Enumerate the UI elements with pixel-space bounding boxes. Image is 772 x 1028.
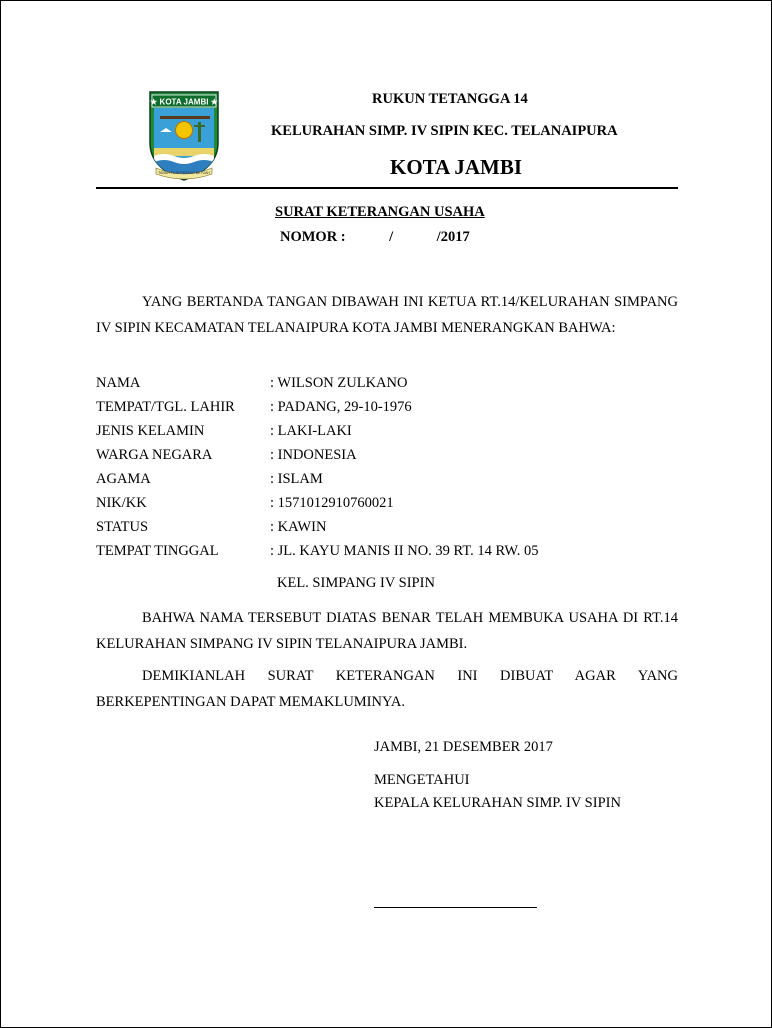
document-title: SURAT KETERANGAN USAHA [275,204,485,220]
field-value: : PADANG, 29-10-1976 [270,399,412,415]
signature-acknowledged: MENGETAHUI [374,772,470,788]
field-label: STATUS [96,519,149,535]
field-value: : JL. KAYU MANIS II NO. 39 RT. 14 RW. 05 [270,543,539,559]
body-paragraph-closing: DEMIKIANLAH SURAT KETERANGAN INI DIBUAT AGAR YANG BERKEPENTINGAN DAPAT MEMAKLUMINYA. [96,668,678,710]
document-number: NOMOR : / /2017 [280,229,470,245]
field-label: TEMPAT TINGGAL [96,543,219,559]
field-value: : INDONESIA [270,447,357,463]
field-label: AGAMA [96,471,151,487]
field-label: TEMPAT/TGL. LAHIR [96,399,235,415]
field-value: : ISLAM [270,471,323,487]
svg-text:TANAH PILIH PESAKO BETUAH: TANAH PILIH PESAKO BETUAH [158,171,210,175]
header-divider [96,187,678,189]
field-label: JENIS KELAMIN [96,423,205,439]
signature-line [374,907,537,908]
signature-position: KEPALA KELURAHAN SIMP. IV SIPIN [374,795,621,811]
field-label: NIK/KK [96,495,147,511]
field-value: : 1571012910760021 [270,495,394,511]
body-paragraph-business: BAHWA NAMA TERSEBUT DIATAS BENAR TELAH MEMBUKA USAHA DI RT.14 KELURAHAN SIMPANG IV SIPIN TELANAIPURA JAMBI. [96,610,678,652]
signature-place-date: JAMBI, 21 DESEMBER 2017 [374,739,553,755]
field-value: : LAKI-LAKI [270,423,352,439]
field-label: NAMA [96,375,141,391]
address-continuation: KEL. SIMPANG IV SIPIN [277,575,435,591]
header-rt: RUKUN TETANGGA 14 [372,91,528,107]
intro-paragraph: YANG BERTANDA TANGAN DIBAWAH INI KETUA RT.14/KELURAHAN SIMPANG IV SIPIN KECAMATAN TELANAIPURA KOTA JAMBI MENERANGKAN BAHWA: [96,294,678,336]
header-kelurahan: KELURAHAN SIMP. IV SIPIN KEC. TELANAIPURA [271,123,618,139]
field-label: WARGA NEGARA [96,447,213,463]
field-value: : KAWIN [270,519,327,535]
field-value: : WILSON ZULKANO [270,375,408,391]
header-city: KOTA JAMBI [390,155,523,179]
svg-text:★ KOTA JAMBI ★: ★ KOTA JAMBI ★ [150,97,218,107]
